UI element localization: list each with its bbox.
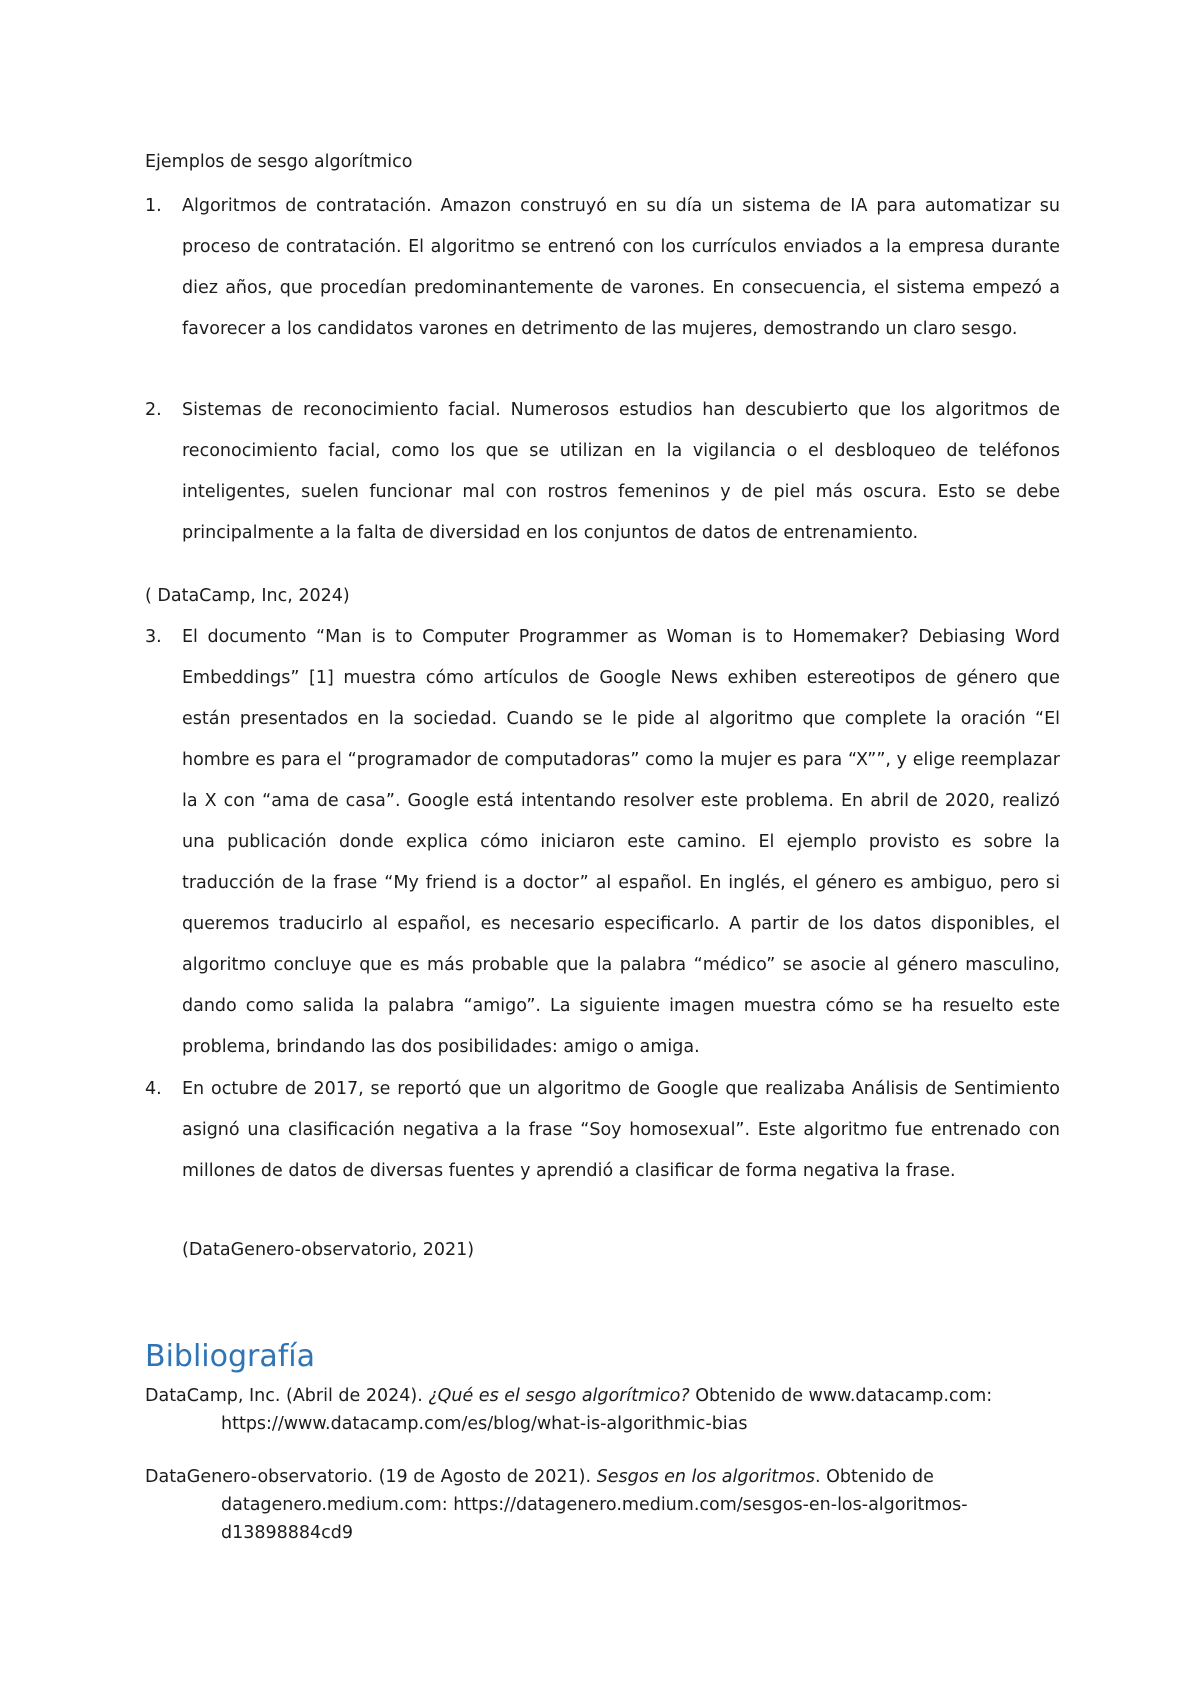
list-number: 1. — [145, 196, 162, 216]
list-item-text: Algoritmos de contratación. Amazon construyó en su día un sistema de IA para automatizar su proceso de contratación. El algoritmo se entrenó con los currículos enviados a la empresa durante diez años, que procedían predominantemente de varones. En consecuencia, el sistema empezó a favorecer a los candidatos varones en detrimento de las mujeres, demostrando un claro sesgo. — [182, 196, 1060, 339]
list-item-text: Sistemas de reconocimiento facial. Numerosos estudios han descubierto que los algoritmos de reconocimiento facial, como los que se utilizan en la vigilancia o el desbloqueo de teléfonos inteligentes, suelen funcionar mal con rostros femeninos y de piel más oscura. Esto se debe principalmente a la falta de diversidad en los conjuntos de datos de entrenamiento. — [182, 400, 1060, 543]
bibliography-heading: Bibliografía — [145, 1339, 316, 1374]
ref-author-date: DataCamp, Inc. (Abril de 2024). — [145, 1386, 429, 1406]
citation-datacamp: ( DataCamp, Inc, 2024) — [145, 586, 350, 606]
citation-datagenero: (DataGenero-observatorio, 2021) — [182, 1240, 475, 1260]
list-number: 3. — [145, 627, 162, 647]
bibliography-entry — [145, 1463, 1060, 1547]
list-item-text: El documento “Man is to Computer Programmer as Woman is to Homemaker? Debiasing Word Embeddings” [1] muestra cómo artículos de Google News exhiben estereotipos de género que están presentados en la sociedad. Cuando se le pide al algoritmo que complete la oración “El hombre es para el “programador de computadoras” como la mujer es para “X””, y elige reemplazar la X con “ama de casa”. Google está intentando resolver este problema. En abril de 2020, realizó una publicación donde explica cómo iniciaron este camino. El ejemplo provisto es sobre la traducción de la frase “My friend is a doctor” al español. En inglés, el género es ambiguo, pero si queremos traducirlo al español, es necesario especificarlo. A partir de los datos disponibles, el algoritmo concluye que es más probable que la palabra “médico” se asocie al género masculino, dando como salida la palabra “amigo”. La siguiente imagen muestra cómo se ha resuelto este problema, brindando las dos posibilidades: amigo o amiga. — [182, 627, 1060, 1057]
ref-title: ¿Qué es el sesgo algorítmico? — [428, 1386, 690, 1406]
section-intro: Ejemplos de sesgo algorítmico — [145, 152, 413, 172]
ref-author-date: DataGenero-observatorio. (19 de Agosto de 2021). — [145, 1467, 597, 1487]
ref-source: Obtenido de www.datacamp.com: https://www.datacamp.com/es/blog/what-is-algorithmic-bias — [221, 1386, 993, 1434]
ref-source: . Obtenido de datagenero.medium.com: https://datagenero.medium.com/sesgos-en-los-algoritmos-d13898884cd9 — [221, 1467, 968, 1543]
list-number: 4. — [145, 1079, 162, 1099]
list-number: 2. — [145, 400, 162, 420]
list-item-text: En octubre de 2017, se reportó que un algoritmo de Google que realizaba Análisis de Sentimiento asignó una clasificación negativa a la frase “Soy homosexual”. Este algoritmo fue entrenado con millones de datos de diversas fuentes y aprendió a clasificar de forma negativa la frase. — [182, 1079, 1060, 1181]
ref-title: Sesgos en los algoritmos — [596, 1467, 815, 1487]
bibliography-entry — [145, 1382, 1060, 1438]
